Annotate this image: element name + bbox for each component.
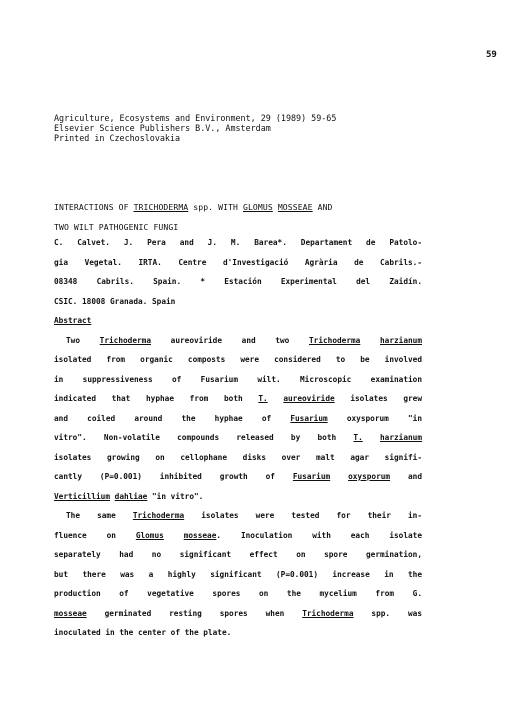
text-run: inoculated in the center of the plate. (54, 628, 232, 637)
underlined-term: Trichoderma (309, 335, 361, 345)
text-run: spp. WITH (188, 202, 243, 212)
text-line (54, 526, 422, 546)
text-run: isolates grew (334, 394, 422, 403)
text-run: Two (66, 335, 100, 345)
text-run: in suppressiveness of Fusarium wilt. Microscopic examination (54, 374, 422, 384)
text-run (268, 394, 284, 403)
underlined-term: Fusarium (290, 413, 328, 423)
text-run: spp. was (353, 608, 422, 618)
paper-body (54, 233, 422, 643)
text-run: aureoviride and two (151, 335, 309, 345)
text-line (54, 467, 422, 487)
author-line: CSIC. 18008 Granada. Spain (54, 296, 176, 306)
underlined-term: mosseae (183, 530, 217, 540)
underlined-term: TRICHODERMA (133, 202, 189, 212)
text-run: separately had no significant effect on spore germination, (54, 550, 422, 559)
abstract-heading (54, 311, 422, 331)
text-line (54, 448, 422, 468)
journal-header (54, 113, 336, 143)
underlined-term: MOSSEAE (277, 202, 313, 212)
printed-line: Printed in Czechoslovakia (54, 133, 181, 143)
text-run (360, 336, 380, 345)
text-run: isolates growing on cellophane disks over malt agar signifi- (54, 452, 422, 462)
underlined-term: Glomus (135, 530, 164, 540)
journal-citation: Agriculture, Ecosystems and Environment, 29 (1989) 59-65 (54, 113, 337, 123)
text-run: indicated that hyphae from both (54, 394, 259, 403)
text-run: production of vegetative spores on the mycelium from G. (54, 589, 422, 598)
text-run: "in vitro". (147, 491, 204, 501)
second-paragraph (54, 506, 422, 643)
text-line (54, 389, 422, 409)
underlined-term: Fusarium (292, 472, 331, 481)
underlined-term: T. (353, 433, 363, 442)
text-run: oxysporum "in (327, 413, 423, 423)
text-line (54, 409, 422, 429)
text-run: INTERACTIONS OF (54, 202, 134, 212)
underlined-term: Trichoderma (132, 511, 185, 520)
text-run: cantly (P=0.001) inhibited growth of (54, 472, 293, 481)
text-run: . Inoculation with each isolate (216, 530, 422, 540)
text-line (54, 584, 422, 604)
text-run (363, 433, 380, 442)
text-run: fluence on (54, 530, 136, 540)
title-line-1 (54, 198, 333, 218)
title-line-2: TWO WILT PATHOGENIC FUNGI (54, 221, 179, 232)
underlined-term: dahliae (114, 491, 148, 501)
text-run: isolated from organic composts were considered to be involved (54, 355, 422, 364)
author-line: 08348 Cabrils. Spain. * Estación Experimental del Zaidín. (54, 277, 422, 286)
text-run (330, 472, 348, 481)
abstract-paragraph (54, 331, 422, 507)
underlined-term: T. (258, 394, 268, 403)
text-line (54, 331, 422, 351)
author-line: gia Vegetal. IRTA. Centre d'Investigació Agrària de Cabrils.- (54, 257, 422, 267)
text-run (164, 531, 184, 540)
author-line: C. Calvet. J. Pera and J. M. Barea*. Departament de Patolo- (54, 238, 422, 247)
text-line (54, 487, 422, 507)
underlined-term: aureoviride (283, 394, 335, 403)
underlined-term: Trichoderma (302, 608, 354, 618)
text-line (54, 506, 422, 526)
text-run: but there was a highly significant (P=0.001) increase in the (54, 569, 422, 579)
text-line (54, 370, 422, 390)
text-run: vitro". Non-volatile compounds released by both (54, 433, 354, 442)
underlined-term: Verticillium (54, 491, 110, 501)
underlined-term: mosseae (54, 608, 87, 618)
text-line (54, 565, 422, 585)
underlined-term: oxysporum (348, 472, 391, 481)
text-run: isolates were tested for their in- (184, 511, 422, 520)
text-line (54, 428, 422, 448)
page-number: 59 (486, 50, 497, 60)
underlined-term: GLOMUS (242, 202, 273, 212)
text-run: and coiled around the hyphae of (54, 413, 291, 423)
underlined-term: harzianum (380, 433, 422, 442)
text-line (54, 545, 422, 565)
publisher-line: Elsevier Science Publishers B.V., Amsterdam (54, 123, 271, 133)
underlined-term: harzianum (380, 335, 422, 345)
text-run: The same (66, 511, 133, 520)
text-line (54, 604, 422, 624)
underlined-term: Trichoderma (99, 335, 151, 345)
text-run: germinated resting spores when (86, 608, 303, 618)
text-run: and (390, 472, 422, 481)
text-line (54, 623, 422, 643)
abstract-heading-text: Abstract (54, 316, 92, 325)
text-line (54, 350, 422, 370)
text-run: AND (312, 202, 333, 212)
paper-title (54, 198, 333, 237)
